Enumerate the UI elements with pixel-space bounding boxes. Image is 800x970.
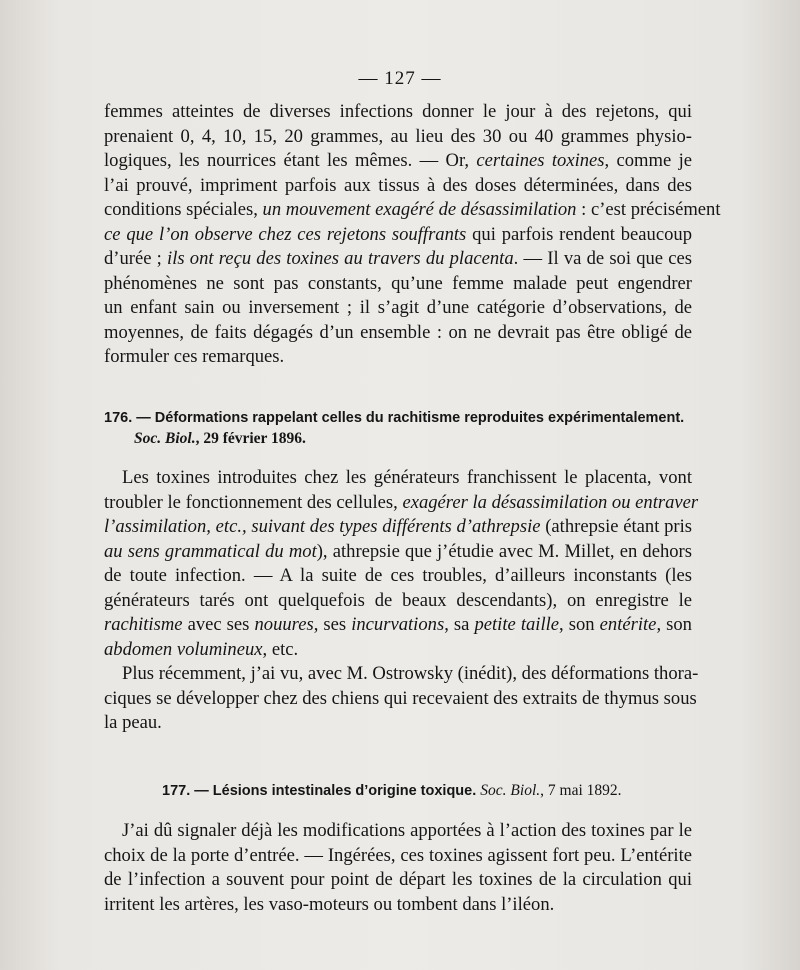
text-line: un enfant sain ou inversement ; il s’agit d’une catégorie d’observations, de bbox=[104, 297, 692, 318]
section-177-number: 177. bbox=[162, 783, 191, 799]
section-176-number: 176. bbox=[104, 410, 133, 426]
page-number: — 127 — bbox=[358, 68, 442, 89]
section-176-heading bbox=[104, 409, 704, 449]
paragraph-177-body bbox=[104, 819, 692, 917]
text-line: J’ai dû signaler déjà les modifications apportées à l’action des toxines par le bbox=[122, 820, 692, 841]
text-line: ciques se développer chez des chiens qui recevaient des extraits de thymus sous bbox=[104, 687, 697, 709]
text-line: prenaient 0, 4, 10, 15, 20 grammes, au lieu des 30 ou 40 grammes physio- bbox=[104, 125, 692, 147]
paragraph-ostrowsky bbox=[104, 662, 699, 736]
text-line: Plus récemment, j’ai vu, avec M. Ostrowsky (inédit), des déformations thora- bbox=[122, 663, 699, 684]
paragraph-continuation bbox=[104, 100, 721, 370]
text-line: irritent les artères, les vaso-moteurs ou tombent dans l’iléon. bbox=[104, 893, 555, 915]
text-line: au sens grammatical du mot), athrepsie que j’étudie avec M. Millet, en dehors bbox=[104, 540, 692, 562]
section-176-source: Soc. Biol., 29 février 1896. bbox=[134, 430, 306, 447]
text-line: abdomen volumineux, etc. bbox=[104, 638, 299, 660]
paragraph-176-body bbox=[104, 466, 699, 662]
text-line: choix de la porte d’entrée. — Ingérées, ces toxines agissent fort peu. L’entérite bbox=[104, 844, 692, 866]
text-line: troubler le fonctionnement des cellules, exagérer la désassimilation ou entraver bbox=[104, 491, 699, 513]
section-177-dash: — bbox=[194, 783, 209, 799]
text-line: phénomènes ne sont pas constants, qu’une femme malade peut engendrer bbox=[104, 272, 692, 294]
text-line: femmes atteintes de diverses infections donner le jour à des rejetons, qui bbox=[104, 101, 692, 122]
text-line: de toute infection. — A la suite de ces troubles, d’ailleurs inconstants (les bbox=[104, 565, 692, 586]
section-176-dash: — bbox=[136, 410, 151, 426]
section-177-title: Lésions intestinales d’origine toxique. bbox=[212, 783, 477, 799]
text-line: rachitisme avec ses nouures, ses incurvations, sa petite taille, son entérite, son bbox=[104, 614, 692, 635]
section-176-title: Déformations rappelant celles du rachitisme reproduites expérimentalement. bbox=[154, 410, 685, 426]
text-line: formuler ces remarques. bbox=[104, 346, 285, 367]
section-176-title-line bbox=[104, 409, 704, 428]
text-line: d’urée ; ils ont reçu des toxines au travers du placenta. — Il va de soi que ces bbox=[104, 248, 692, 269]
section-177-heading bbox=[162, 781, 762, 801]
text-line: ce que l’on observe chez ces rejetons souffrants qui parfois rendent beaucoup bbox=[104, 223, 692, 245]
text-line: générateurs tarés ont quelquefois de beaux descendants), on enregistre le bbox=[104, 589, 692, 611]
text-line: de l’infection a souvent pour point de départ les toxines de la circulation qui bbox=[104, 869, 692, 890]
text-line: l’assimilation, etc., suivant des types différents d’athrepsie (athrepsie étant pris bbox=[104, 516, 693, 537]
text-line: logiques, les nourrices étant les mêmes. — Or, certaines toxines, comme je bbox=[104, 150, 692, 171]
text-line: la peau. bbox=[104, 712, 162, 733]
text-line: conditions spéciales, un mouvement exagéré de désassimilation : c’est précisément bbox=[104, 199, 721, 220]
section-177-source: Soc. Biol., 7 mai 1892. bbox=[480, 782, 622, 799]
text-line: Les toxines introduites chez les générateurs franchissent le placenta, vont bbox=[122, 467, 692, 488]
text-line: moyennes, de faits dégagés d’un ensemble : on ne devrait pas être obligé de bbox=[104, 321, 692, 343]
text-line: l’ai prouvé, impriment parfois aux tissus à des doses déterminées, dans des bbox=[104, 174, 692, 196]
